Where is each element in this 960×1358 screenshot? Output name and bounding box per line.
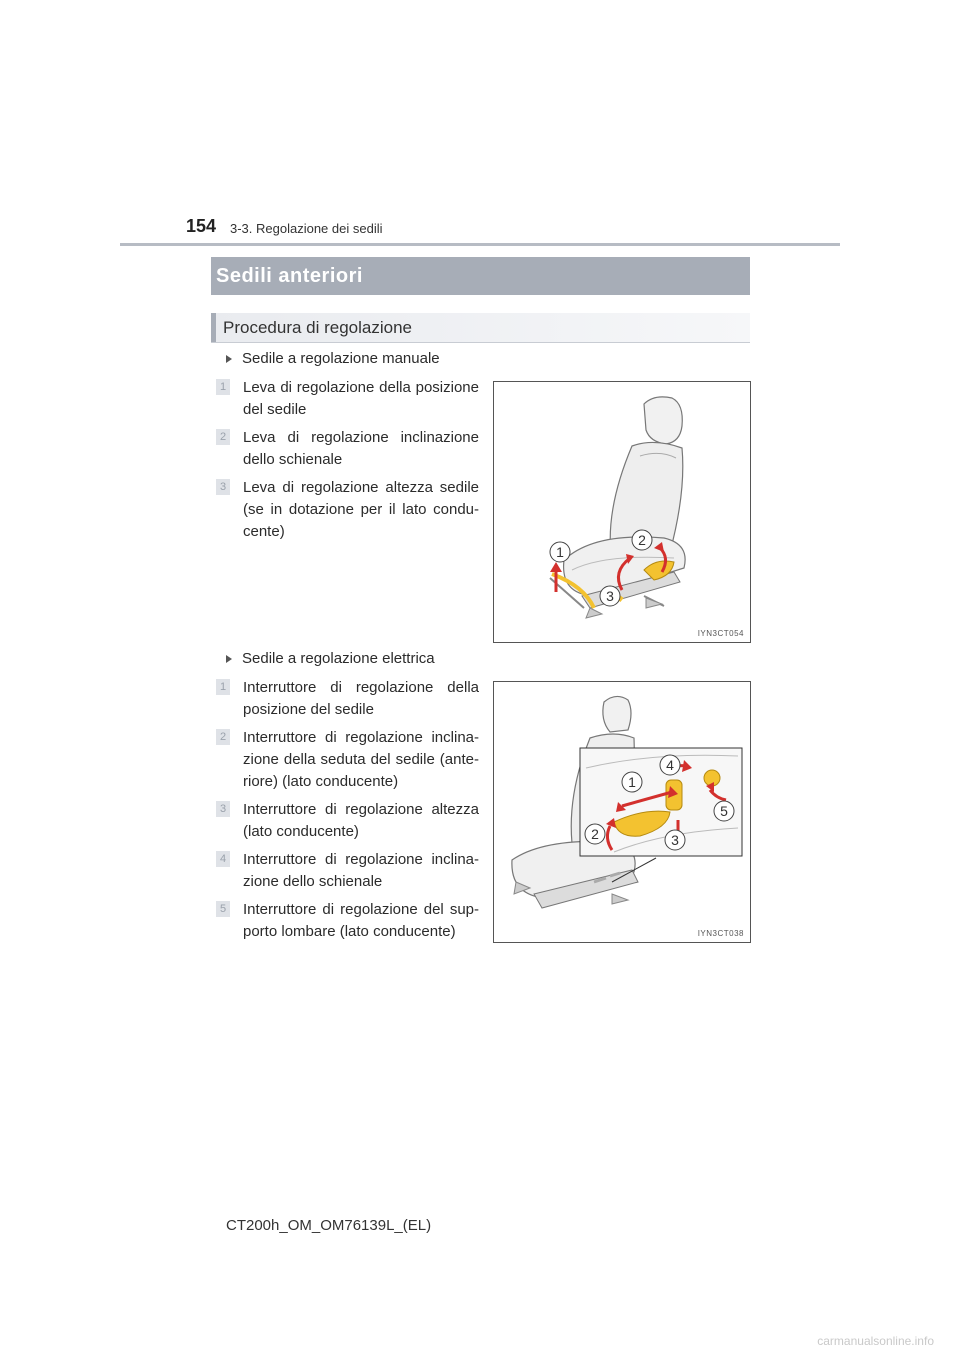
manual-seat-illustration (494, 382, 750, 642)
item-text: Leva di regolazione inclinazione dello schienale (243, 429, 479, 468)
item-text: Leva di regolazione altezza sedile (se in dotazione per il lato condu-cente) (243, 479, 479, 540)
list-item (216, 849, 479, 893)
section-title: Sedili anteriori (211, 257, 750, 295)
callout-1: 1 (628, 774, 636, 790)
item-text: Interruttore di regolazione del sup-porto lombare (lato conducente) (243, 901, 479, 940)
list-item (216, 899, 479, 943)
callout-3: 3 (671, 832, 679, 848)
item-number: 3 (216, 801, 230, 817)
subsection-title (211, 313, 750, 343)
item-number: 2 (216, 729, 230, 745)
electric-seat-illustration (494, 682, 750, 942)
subsection-title-text: Procedura di regolazione (223, 317, 413, 337)
section-path: 3-3. Regolazione dei sedili (230, 221, 383, 236)
item-text: Interruttore di regolazione inclina-zione dello schienale (243, 851, 479, 890)
watermark: carmanualsonline.info (817, 1334, 934, 1348)
callout-5: 5 (720, 803, 728, 819)
list-item (216, 477, 479, 543)
list-item (216, 727, 479, 793)
callout-1: 1 (556, 544, 564, 560)
list-item (216, 427, 479, 471)
figure-code: IYN3CT054 (697, 629, 744, 638)
figure-code: IYN3CT038 (697, 929, 744, 938)
item-number: 1 (216, 379, 230, 395)
item-number: 2 (216, 429, 230, 445)
list-item (216, 377, 479, 421)
electric-heading-text: Sedile a regolazione elettrica (242, 650, 435, 667)
bullet-arrow-icon (226, 355, 232, 363)
list-item (216, 799, 479, 843)
header-rule (120, 243, 840, 246)
callout-2: 2 (591, 826, 599, 842)
electric-heading (226, 650, 435, 667)
page-number: 154 (186, 216, 217, 236)
manual-seat-figure (493, 381, 751, 643)
manual-heading-text: Sedile a regolazione manuale (242, 350, 440, 367)
list-item (216, 677, 479, 721)
callout-4: 4 (666, 757, 674, 773)
callout-2: 2 (638, 532, 646, 548)
item-number: 5 (216, 901, 230, 917)
item-number: 3 (216, 479, 230, 495)
item-text: Leva di regolazione della posizione del sedile (243, 379, 479, 418)
item-text: Interruttore di regolazione inclina-zione della seduta del sedile (ante-riore) (lato conducente) (243, 729, 479, 790)
manual-heading (226, 350, 440, 367)
document-code: CT200h_OM_OM76139L_(EL) (226, 1217, 432, 1234)
item-number: 4 (216, 851, 230, 867)
callout-3: 3 (606, 588, 614, 604)
item-number: 1 (216, 679, 230, 695)
item-text: Interruttore di regolazione altezza (lato conducente) (243, 801, 479, 840)
item-text: Interruttore di regolazione della posizione del sedile (243, 679, 479, 718)
electric-seat-figure (493, 681, 751, 943)
bullet-arrow-icon (226, 655, 232, 663)
